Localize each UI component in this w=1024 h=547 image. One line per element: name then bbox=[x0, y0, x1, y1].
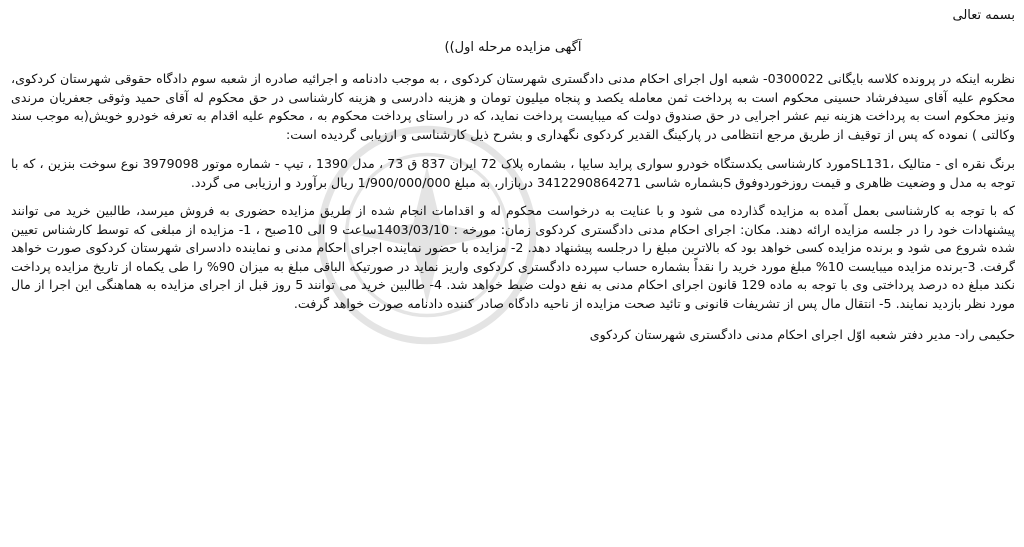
signature-line: حکیمی راد- مدیر دفتر شعبه اوّل اجرای احکام مدنی دادگستری شهرستان کردکوی bbox=[589, 327, 1015, 342]
notice-title: آگهی مزایده مرحله اول)) bbox=[444, 40, 582, 55]
auction-terms-paragraph: که با توجه به کارشناسی بعمل آمده به مزایده گذارده می شود و با عنایت به درخواست محکوم له و اقدامات انجام شده از طریق مزایده حضوری به فروش میرسد، طالبین خرید می توانند پیشنهادات خود را در جلسه مزایده ارائه دهند. مکان: اجرای احکام مدنی دادگستری کردکوی زمان: مورخه : 1403/03/10ساعت 9 الی 10صبح ، 1- مزایده از مبلغی که توسط کارشناس تعیین شده شروع می شود و برنده مزایده کسی خواهد بود که بالاترین مبلغ را درجلسه پیشنهاد دهد. 2- مزایده با حضور نماینده اجرای احکام مدنی و نماینده دادسرای شهرستان کردکوی صورت خواهد گرفت. 3-برنده مزایده میبایست 10% مبلغ مورد خرید را نقداً بشماره حساب سپرده دادگستری کردکوی واریز نماید در صورتیکه الباقی مبلغ به میزان 90% را طی یکماه از تاریخ مزایده پرداخت نکند مبلغ ده درصد پرداختی وی با توجه به ماده 129 قانون اجرای احکام مدنی به نفع دولت ضبط خواهد شد. 4- طالبین خرید می توانند 5 روز قبل از اجرای مزایده به هماهنگی این اجرا از مال مورد نظر بازدید نمایند. 5- انتقال مال پس از تشریفات قانونی و تائید صحت مزایده از ناحیه دادگاه صادر کننده دادنامه صورت خواهد گرفت. bbox=[11, 203, 1016, 311]
vehicle-appraisal-paragraph: برنگ نقره ای - متالیک ،SL131مورد کارشناسی یکدستگاه خودرو سواری پراید سایپا ، بشماره پلاک 72 ایران 837 ق 73 ، مدل 1390 ، تیپ - شماره موتور 3979098 نوع سوخت بنزین ، که با توجه به مدل و وضعیت ظاهری و قیمت روزخوردوفوق Sبشماره شاسی 3412290864271 دربازار، به مبلغ 1/900/000/000 ریال برآورد و ارزیابی می گردد. bbox=[11, 156, 1015, 190]
basmala-heading: بسمه تعالی bbox=[952, 8, 1015, 23]
case-paragraph: نظربه اینکه در پرونده کلاسه بایگانی 0300022- شعبه اول اجرای احکام مدنی دادگستری شهرستان کردکوی ، به موجب دادنامه و اجرائیه صادره از شعبه سوم دادگاه حقوقی شهرستان کردکوی، محکوم علیه آقای سیدفرشاد حسینی محکوم است به پرداخت ثمن معامله یکصد و پنجاه میلیون تومان و هزینه دادرسی و هزینه کارشناسی در حق محکوم له آقای حمید وثوقی جعفریان مرندی ونیز محکوم است به پرداخت هزینه نیم عشر اجرایی در حق صندوق دولت که میبایست پرداخت نماید، که در راستای پرداخت محکوم به ، محکوم علیه اقدام به تعرفه خودرو خویش(به موجب سند وکالتی ) نموده که پس از توقیف از طریق مرجع انتظامی در پارکینگ القدیر کردکوی نگهداری و بشرح ذیل کارشناسی و ارزیابی گردیده است: bbox=[11, 71, 1015, 142]
